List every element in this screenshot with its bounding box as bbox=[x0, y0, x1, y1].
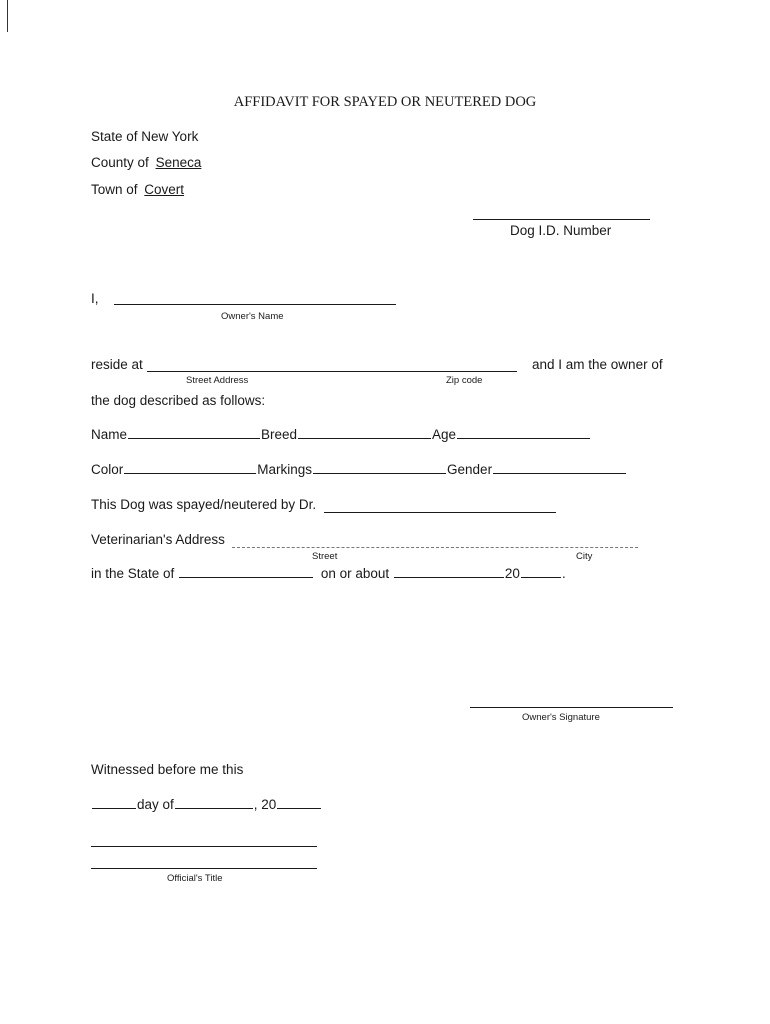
text-cursor bbox=[7, 0, 8, 32]
state-of-label: in the State of bbox=[91, 566, 175, 581]
breed-field[interactable] bbox=[298, 437, 431, 439]
breed-label: Breed bbox=[261, 427, 298, 442]
town-label: Town of bbox=[91, 182, 138, 197]
markings-field[interactable] bbox=[313, 472, 446, 474]
town-value: Covert bbox=[144, 182, 185, 197]
spayed-by-label: This Dog was spayed/neutered by Dr. bbox=[91, 497, 317, 512]
signature-line[interactable] bbox=[470, 707, 673, 708]
dog-id-line[interactable] bbox=[473, 219, 650, 220]
witness-year-field[interactable] bbox=[277, 807, 321, 809]
gender-label: Gender bbox=[447, 462, 493, 477]
street-label: Street bbox=[312, 551, 338, 562]
comma-year-label: , 20 bbox=[253, 797, 277, 812]
age-field[interactable] bbox=[457, 437, 590, 439]
period: . bbox=[561, 566, 566, 581]
town-line bbox=[91, 182, 184, 197]
street-address-label: Street Address bbox=[186, 375, 249, 386]
year-field[interactable] bbox=[521, 576, 561, 578]
county-line bbox=[91, 155, 201, 170]
day-field[interactable] bbox=[92, 807, 136, 809]
year-prefix: 20 bbox=[504, 566, 520, 581]
owners-name-line[interactable] bbox=[114, 304, 396, 305]
vet-address-label: Veterinarian's Address bbox=[91, 532, 225, 547]
owner-of-label: and I am the owner of bbox=[532, 357, 663, 372]
i-label: I, bbox=[91, 291, 99, 306]
age-label: Age bbox=[432, 427, 457, 442]
color-markings-gender-row bbox=[91, 462, 627, 477]
witness-date-row bbox=[91, 797, 322, 812]
owners-name-label: Owner's Name bbox=[221, 311, 284, 322]
county-label: County of bbox=[91, 155, 149, 170]
gender-field[interactable] bbox=[493, 472, 626, 474]
on-about-label: on or about bbox=[320, 566, 390, 581]
vet-address-line[interactable] bbox=[232, 547, 638, 548]
official-title-line[interactable] bbox=[91, 868, 317, 869]
city-label: City bbox=[576, 551, 593, 562]
described-label: the dog described as follows: bbox=[91, 393, 266, 408]
date-field[interactable] bbox=[394, 576, 504, 578]
state-field[interactable] bbox=[179, 576, 313, 578]
dog-id-label: Dog I.D. Number bbox=[510, 223, 612, 238]
month-field[interactable] bbox=[175, 807, 253, 809]
reside-label: reside at bbox=[91, 357, 143, 372]
name-breed-age-row bbox=[91, 427, 591, 442]
state-date-row bbox=[91, 566, 566, 581]
markings-label: Markings bbox=[257, 462, 313, 477]
document-title: AFFIDAVIT FOR SPAYED OR NEUTERED DOG bbox=[233, 94, 537, 110]
county-value: Seneca bbox=[155, 155, 202, 170]
state-line: State of New York bbox=[91, 129, 199, 144]
veterinarian-line[interactable] bbox=[324, 512, 556, 513]
address-line[interactable] bbox=[147, 371, 517, 372]
name-label: Name bbox=[91, 427, 128, 442]
color-label: Color bbox=[91, 462, 124, 477]
signature-label: Owner's Signature bbox=[522, 712, 600, 723]
official-signature-line[interactable] bbox=[91, 846, 317, 847]
day-of-label: day of bbox=[137, 797, 174, 812]
zip-label: Zip code bbox=[446, 375, 483, 386]
witnessed-label: Witnessed before me this bbox=[91, 762, 244, 777]
name-field[interactable] bbox=[128, 437, 260, 439]
color-field[interactable] bbox=[124, 472, 256, 474]
official-title-label: Official's Title bbox=[167, 873, 223, 884]
